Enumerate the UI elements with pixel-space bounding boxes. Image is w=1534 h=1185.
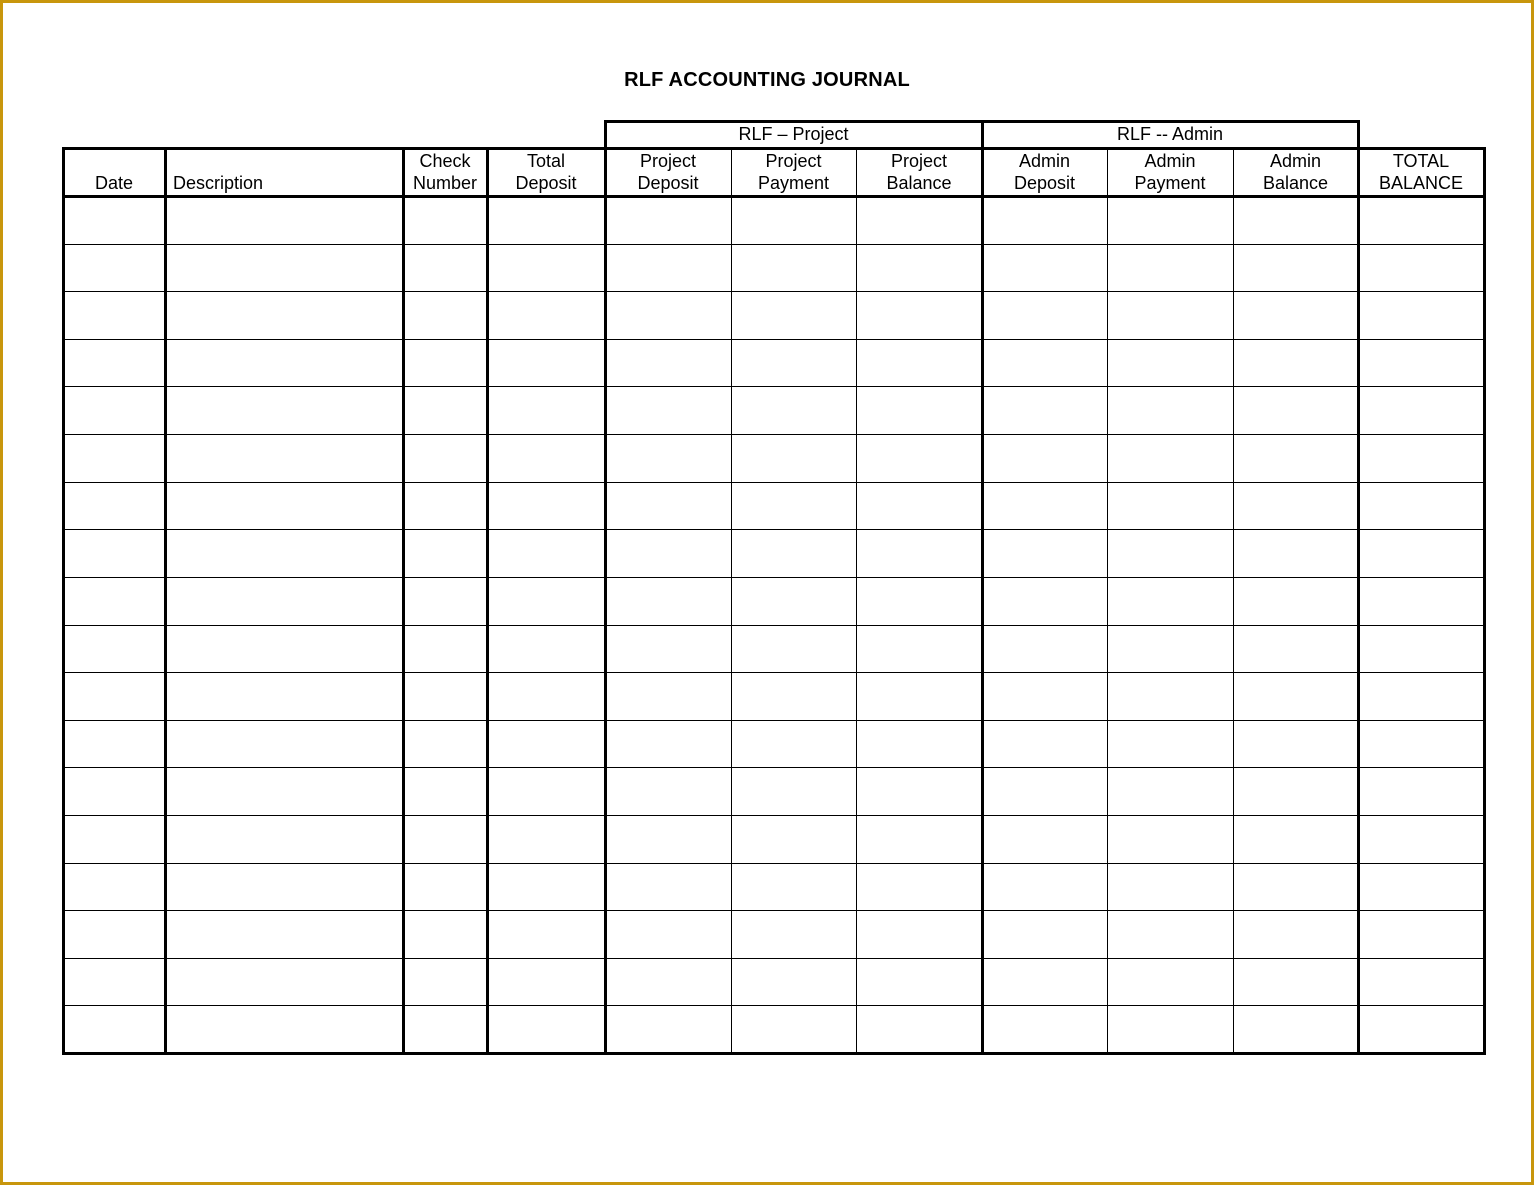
cell-project-balance[interactable] — [856, 482, 982, 530]
cell-project-payment[interactable] — [731, 1005, 856, 1053]
cell-admin-deposit[interactable] — [982, 863, 1107, 911]
cell-project-balance[interactable] — [856, 958, 982, 1006]
column-header-total-balance-2: BALANCE — [1378, 173, 1464, 193]
cell-total-balance[interactable] — [1358, 767, 1484, 815]
cell-project-deposit[interactable] — [605, 625, 731, 673]
cell-check-number[interactable] — [403, 767, 487, 815]
cell-project-payment[interactable] — [731, 244, 856, 292]
cell-admin-balance[interactable] — [1233, 196, 1358, 244]
group-header-right-border — [1357, 120, 1360, 149]
cell-project-deposit[interactable] — [605, 244, 731, 292]
cell-check-number[interactable] — [403, 196, 487, 244]
cell-date[interactable] — [63, 291, 165, 339]
cell-check-number[interactable] — [403, 815, 487, 863]
cell-admin-payment[interactable] — [1107, 529, 1233, 577]
cell-admin-payment[interactable] — [1107, 482, 1233, 530]
cell-admin-payment[interactable] — [1107, 625, 1233, 673]
column-header-admin-deposit-1: Admin — [1018, 151, 1071, 171]
cell-description[interactable] — [165, 958, 403, 1006]
cell-date[interactable] — [63, 863, 165, 911]
cell-date[interactable] — [63, 1005, 165, 1053]
cell-admin-deposit[interactable] — [982, 910, 1107, 958]
cell-project-deposit[interactable] — [605, 910, 731, 958]
cell-check-number[interactable] — [403, 625, 487, 673]
cell-total-deposit[interactable] — [487, 815, 605, 863]
table-row — [63, 910, 1484, 958]
cell-date[interactable] — [63, 434, 165, 482]
cell-check-number[interactable] — [403, 482, 487, 530]
cell-description[interactable] — [165, 291, 403, 339]
cell-project-deposit[interactable] — [605, 196, 731, 244]
cell-date[interactable] — [63, 910, 165, 958]
cell-total-deposit[interactable] — [487, 863, 605, 911]
cell-total-deposit[interactable] — [487, 910, 605, 958]
cell-admin-balance[interactable] — [1233, 339, 1358, 387]
table-row — [63, 720, 1484, 768]
cell-total-deposit[interactable] — [487, 339, 605, 387]
cell-total-deposit[interactable] — [487, 482, 605, 530]
cell-project-payment[interactable] — [731, 482, 856, 530]
cell-admin-balance[interactable] — [1233, 244, 1358, 292]
cell-project-payment[interactable] — [731, 196, 856, 244]
cell-total-deposit[interactable] — [487, 244, 605, 292]
cell-check-number[interactable] — [403, 244, 487, 292]
cell-check-number[interactable] — [403, 672, 487, 720]
table-row — [63, 339, 1484, 387]
cell-project-deposit[interactable] — [605, 958, 731, 1006]
cell-project-balance[interactable] — [856, 910, 982, 958]
cell-total-deposit[interactable] — [487, 434, 605, 482]
cell-project-balance[interactable] — [856, 577, 982, 625]
cell-admin-deposit[interactable] — [982, 529, 1107, 577]
cell-admin-deposit[interactable] — [982, 1005, 1107, 1053]
cell-admin-deposit[interactable] — [982, 720, 1107, 768]
cell-total-deposit[interactable] — [487, 529, 605, 577]
group-header-rlf-admin: RLF -- Admin — [1116, 124, 1224, 144]
cell-check-number[interactable] — [403, 529, 487, 577]
cell-admin-deposit[interactable] — [982, 386, 1107, 434]
cell-date[interactable] — [63, 577, 165, 625]
cell-project-balance[interactable] — [856, 339, 982, 387]
cell-project-deposit[interactable] — [605, 767, 731, 815]
cell-total-deposit[interactable] — [487, 958, 605, 1006]
cell-admin-balance[interactable] — [1233, 291, 1358, 339]
cell-project-payment[interactable] — [731, 815, 856, 863]
cell-project-payment[interactable] — [731, 910, 856, 958]
cell-admin-payment[interactable] — [1107, 196, 1233, 244]
cell-admin-balance[interactable] — [1233, 577, 1358, 625]
cell-project-deposit[interactable] — [605, 339, 731, 387]
cell-total-balance[interactable] — [1358, 1005, 1484, 1053]
cell-admin-deposit[interactable] — [982, 577, 1107, 625]
cell-total-deposit[interactable] — [487, 1005, 605, 1053]
cell-project-payment[interactable] — [731, 291, 856, 339]
cell-date[interactable] — [63, 720, 165, 768]
cell-admin-deposit[interactable] — [982, 291, 1107, 339]
column-header-description-2: Description — [173, 173, 264, 193]
cell-admin-balance[interactable] — [1233, 767, 1358, 815]
cell-project-balance[interactable] — [856, 196, 982, 244]
table-row — [63, 625, 1484, 673]
column-header-project-balance-1: Project — [890, 151, 948, 171]
cell-admin-payment[interactable] — [1107, 767, 1233, 815]
table-row — [63, 196, 1484, 244]
cell-project-payment[interactable] — [731, 625, 856, 673]
cell-check-number[interactable] — [403, 386, 487, 434]
cell-admin-deposit[interactable] — [982, 815, 1107, 863]
cell-total-balance[interactable] — [1358, 720, 1484, 768]
cell-check-number[interactable] — [403, 339, 487, 387]
cell-project-payment[interactable] — [731, 577, 856, 625]
table-row — [63, 434, 1484, 482]
cell-admin-deposit[interactable] — [982, 767, 1107, 815]
cell-project-balance[interactable] — [856, 863, 982, 911]
table-row — [63, 577, 1484, 625]
group-header-rlf-project: RLF – Project — [738, 124, 849, 144]
cell-admin-payment[interactable] — [1107, 434, 1233, 482]
cell-admin-balance[interactable] — [1233, 863, 1358, 911]
cell-total-balance[interactable] — [1358, 529, 1484, 577]
cell-project-balance[interactable] — [856, 244, 982, 292]
cell-admin-balance[interactable] — [1233, 720, 1358, 768]
cell-admin-balance[interactable] — [1233, 815, 1358, 863]
cell-date[interactable] — [63, 625, 165, 673]
column-header-project-deposit-2: Deposit — [637, 173, 699, 193]
cell-total-balance[interactable] — [1358, 482, 1484, 530]
cell-total-balance[interactable] — [1358, 577, 1484, 625]
cell-check-number[interactable] — [403, 863, 487, 911]
table-row — [63, 958, 1484, 1006]
cell-admin-balance[interactable] — [1233, 910, 1358, 958]
cell-total-balance[interactable] — [1358, 244, 1484, 292]
table-row — [63, 1005, 1484, 1053]
table-row — [63, 672, 1484, 720]
cell-description[interactable] — [165, 339, 403, 387]
cell-description[interactable] — [165, 244, 403, 292]
column-header-admin-payment-1: Admin — [1144, 151, 1196, 171]
cell-project-balance[interactable] — [856, 720, 982, 768]
cell-project-balance[interactable] — [856, 672, 982, 720]
column-header-project-payment-2: Payment — [757, 173, 830, 193]
cell-description[interactable] — [165, 910, 403, 958]
cell-project-deposit[interactable] — [605, 577, 731, 625]
cell-admin-deposit[interactable] — [982, 196, 1107, 244]
column-header-admin-deposit-2: Deposit — [1013, 173, 1076, 193]
cell-admin-balance[interactable] — [1233, 625, 1358, 673]
cell-admin-balance[interactable] — [1233, 529, 1358, 577]
column-header-total-balance-1: TOTAL — [1392, 151, 1450, 171]
cell-check-number[interactable] — [403, 958, 487, 1006]
cell-project-balance[interactable] — [856, 434, 982, 482]
group-header-divider — [981, 120, 984, 149]
column-header-admin-balance-1: Admin — [1269, 151, 1322, 171]
cell-admin-payment[interactable] — [1107, 720, 1233, 768]
cell-admin-deposit[interactable] — [982, 434, 1107, 482]
cell-description[interactable] — [165, 386, 403, 434]
cell-project-payment[interactable] — [731, 386, 856, 434]
column-header-project-deposit-1: Project — [639, 151, 697, 171]
cell-total-deposit[interactable] — [487, 577, 605, 625]
cell-project-payment[interactable] — [731, 434, 856, 482]
cell-total-balance[interactable] — [1358, 339, 1484, 387]
cell-description[interactable] — [165, 434, 403, 482]
cell-date[interactable] — [63, 339, 165, 387]
cell-check-number[interactable] — [403, 720, 487, 768]
cell-date[interactable] — [63, 386, 165, 434]
cell-admin-payment[interactable] — [1107, 672, 1233, 720]
cell-date[interactable] — [63, 529, 165, 577]
cell-date[interactable] — [63, 767, 165, 815]
cell-project-deposit[interactable] — [605, 815, 731, 863]
cell-project-balance[interactable] — [856, 529, 982, 577]
cell-date[interactable] — [63, 244, 165, 292]
cell-project-deposit[interactable] — [605, 1005, 731, 1053]
cell-project-payment[interactable] — [731, 958, 856, 1006]
cell-project-deposit[interactable] — [605, 863, 731, 911]
cell-total-deposit[interactable] — [487, 720, 605, 768]
cell-admin-balance[interactable] — [1233, 1005, 1358, 1053]
cell-admin-payment[interactable] — [1107, 291, 1233, 339]
cell-check-number[interactable] — [403, 434, 487, 482]
cell-description[interactable] — [165, 815, 403, 863]
cell-total-deposit[interactable] — [487, 672, 605, 720]
cell-description[interactable] — [165, 625, 403, 673]
cell-project-payment[interactable] — [731, 339, 856, 387]
column-header-check-number-2: Number — [412, 173, 478, 193]
cell-project-balance[interactable] — [856, 767, 982, 815]
table-row — [63, 529, 1484, 577]
cell-admin-payment[interactable] — [1107, 958, 1233, 1006]
cell-description[interactable] — [165, 863, 403, 911]
cell-total-balance[interactable] — [1358, 291, 1484, 339]
cell-project-payment[interactable] — [731, 672, 856, 720]
cell-project-balance[interactable] — [856, 1005, 982, 1053]
table-row — [63, 815, 1484, 863]
cell-project-payment[interactable] — [731, 720, 856, 768]
table-row — [63, 482, 1484, 530]
cell-total-deposit[interactable] — [487, 386, 605, 434]
column-header-check-number-1: Check — [419, 151, 471, 171]
group-header-left-border — [604, 120, 607, 149]
cell-total-balance[interactable] — [1358, 958, 1484, 1006]
cell-admin-deposit[interactable] — [982, 482, 1107, 530]
document-title: RLF ACCOUNTING JOURNAL — [624, 69, 910, 91]
cell-total-deposit[interactable] — [487, 291, 605, 339]
cell-project-deposit[interactable] — [605, 529, 731, 577]
cell-admin-payment[interactable] — [1107, 815, 1233, 863]
cell-description[interactable] — [165, 767, 403, 815]
cell-admin-deposit[interactable] — [982, 244, 1107, 292]
column-header-project-payment-1: Project — [765, 151, 822, 171]
cell-project-balance[interactable] — [856, 291, 982, 339]
table-row — [63, 244, 1484, 292]
cell-admin-balance[interactable] — [1233, 434, 1358, 482]
cell-admin-balance[interactable] — [1233, 386, 1358, 434]
cell-description[interactable] — [165, 1005, 403, 1053]
cell-check-number[interactable] — [403, 291, 487, 339]
cell-project-balance[interactable] — [856, 625, 982, 673]
cell-admin-payment[interactable] — [1107, 910, 1233, 958]
cell-admin-payment[interactable] — [1107, 386, 1233, 434]
cell-admin-balance[interactable] — [1233, 672, 1358, 720]
cell-admin-payment[interactable] — [1107, 863, 1233, 911]
cell-total-deposit[interactable] — [487, 767, 605, 815]
cell-admin-deposit[interactable] — [982, 958, 1107, 1006]
cell-total-deposit[interactable] — [487, 625, 605, 673]
cell-description[interactable] — [165, 529, 403, 577]
cell-project-deposit[interactable] — [605, 482, 731, 530]
cell-total-balance[interactable] — [1358, 386, 1484, 434]
cell-total-balance[interactable] — [1358, 815, 1484, 863]
table-row — [63, 863, 1484, 911]
cell-date[interactable] — [63, 672, 165, 720]
cell-admin-balance[interactable] — [1233, 958, 1358, 1006]
cell-date[interactable] — [63, 815, 165, 863]
cell-description[interactable] — [165, 482, 403, 530]
cell-project-deposit[interactable] — [605, 672, 731, 720]
cell-description[interactable] — [165, 672, 403, 720]
cell-description[interactable] — [165, 577, 403, 625]
column-header-date-2: Date — [94, 173, 134, 193]
table-row — [63, 386, 1484, 434]
cell-project-deposit[interactable] — [605, 291, 731, 339]
cell-total-balance[interactable] — [1358, 434, 1484, 482]
cell-admin-deposit[interactable] — [982, 625, 1107, 673]
cell-total-balance[interactable] — [1358, 672, 1484, 720]
cell-project-payment[interactable] — [731, 529, 856, 577]
cell-admin-payment[interactable] — [1107, 577, 1233, 625]
column-header-total-deposit-2: Deposit — [515, 173, 577, 193]
cell-admin-deposit[interactable] — [982, 339, 1107, 387]
cell-check-number[interactable] — [403, 910, 487, 958]
cell-date[interactable] — [63, 482, 165, 530]
cell-date[interactable] — [63, 958, 165, 1006]
cell-description[interactable] — [165, 196, 403, 244]
cell-admin-deposit[interactable] — [982, 672, 1107, 720]
cell-check-number[interactable] — [403, 1005, 487, 1053]
column-header-admin-balance-2: Balance — [1262, 173, 1329, 193]
cell-total-balance[interactable] — [1358, 196, 1484, 244]
cell-project-deposit[interactable] — [605, 720, 731, 768]
cell-project-payment[interactable] — [731, 767, 856, 815]
cell-project-deposit[interactable] — [605, 434, 731, 482]
cell-project-balance[interactable] — [856, 386, 982, 434]
cell-project-balance[interactable] — [856, 815, 982, 863]
cell-check-number[interactable] — [403, 577, 487, 625]
column-header-admin-payment-2: Payment — [1134, 173, 1206, 193]
cell-description[interactable] — [165, 720, 403, 768]
table-row — [63, 291, 1484, 339]
column-header-project-balance-2: Balance — [886, 173, 952, 193]
cell-project-deposit[interactable] — [605, 386, 731, 434]
cell-date[interactable] — [63, 196, 165, 244]
table-row — [63, 767, 1484, 815]
cell-total-balance[interactable] — [1358, 625, 1484, 673]
cell-admin-payment[interactable] — [1107, 244, 1233, 292]
cell-admin-payment[interactable] — [1107, 339, 1233, 387]
cell-project-payment[interactable] — [731, 863, 856, 911]
cell-admin-balance[interactable] — [1233, 482, 1358, 530]
cell-total-balance[interactable] — [1358, 863, 1484, 911]
cell-total-balance[interactable] — [1358, 910, 1484, 958]
cell-total-deposit[interactable] — [487, 196, 605, 244]
cell-admin-payment[interactable] — [1107, 1005, 1233, 1053]
column-header-total-deposit-1: Total — [526, 151, 566, 171]
